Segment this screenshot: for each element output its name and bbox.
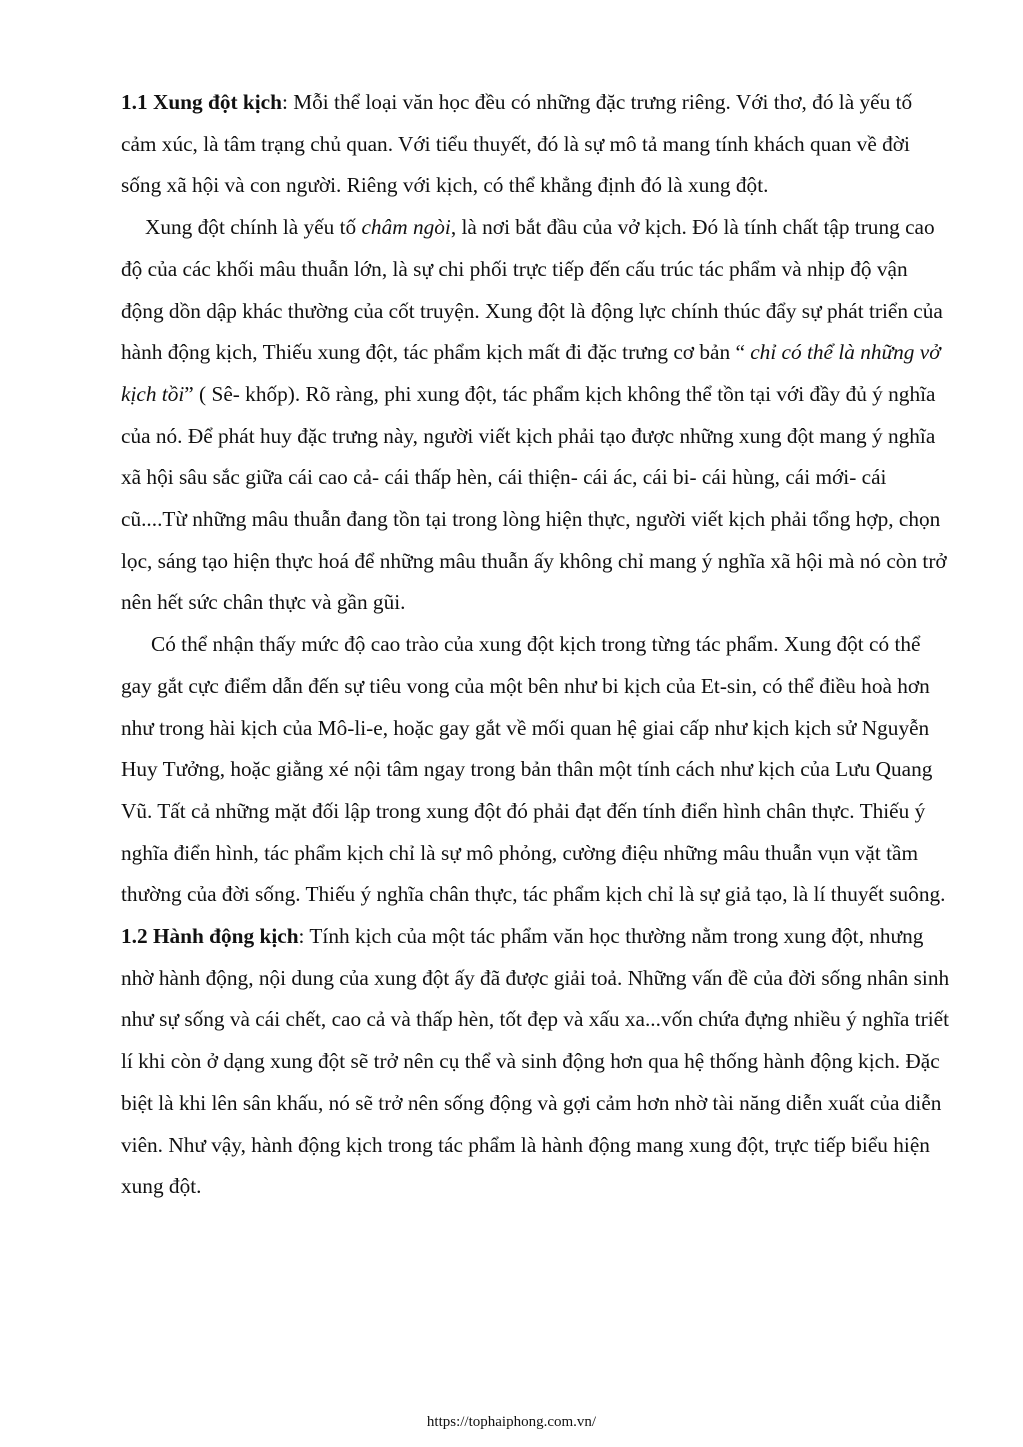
- section-1-paragraph-3: Có thể nhận thấy mức độ cao trào của xung đột kịch trong từng tác phẩm. Xung đột có thể gay gắt cực điểm dẫn đến sự tiêu vong của một bên như bi kịch của Et-sin, có thể điều hoà hơn như trong hài kịch của Mô-li-e, hoặc gay gắt về mối quan hệ giai cấp như kịch kịch sử Nguyễn Huy Tưởng, hoặc giằng xé nội tâm ngay trong bản thân một tính cách như kịch của Lưu Quang Vũ. Tất cả những mặt đối lập trong xung đột đó phải đạt đến tính điển hình chân thực. Thiếu ý nghĩa điển hình, tác phẩm kịch chỉ là sự mô phỏng, cường điệu những mâu thuẫn vụn vặt tầm thường của đời sống. Thiếu ý nghĩa chân thực, tác phẩm kịch chỉ là sự giả tạo, là lí thuyết suông.: [121, 632, 946, 907]
- paragraph-2-emphasis: châm ngòi: [361, 215, 451, 240]
- paragraph-2-quote: chỉ có thể là những vở kịch tồi: [121, 340, 941, 406]
- section-2-intro-text: : Tính kịch của một tác phẩm văn học thường nằm trong xung đột, nhưng nhờ hành động, nội dung của xung đột ấy đã được giải toả. Những vấn đề của đời sống nhân sinh như sự sống và cái chết, cao cả và thấp hèn, tốt đẹp và xấu xa...vốn chứa đựng nhiều ý nghĩa triết lí khi còn ở dạng xung đột sẽ trở nên cụ thể và sinh động hơn qua hệ thống hành động kịch. Đặc biệt là khi lên sân khấu, nó sẽ trở nên sống động và gợi cảm hơn nhờ tài năng diễn xuất của diễn viên. Như vậy, hành động kịch trong tác phẩm là hành động mang xung đột, trực tiếp biểu hiện xung đột.: [121, 924, 950, 1199]
- section-1-paragraph-1: [121, 82, 951, 207]
- section-1-intro-text: : Mỗi thể loại văn học đều có những đặc trưng riêng. Với thơ, đó là yếu tố cảm xúc, là tâm trạng chủ quan. Với tiểu thuyết, đó là sự mô tả mang tính khách quan về đời sống xã hội và con người. Riêng với kịch, có thể khẳng định đó là xung đột.: [121, 90, 913, 198]
- paragraph-2-text-b: , là nơi bắt đầu của vở kịch. Đó là tính chất tập trung cao độ của các khối mâu thuẫn lớn, là sự chi phối trực tiếp đến cấu trúc tác phẩm và nhịp độ vận động dồn dập khác thường của cốt truyện. Xung đột là động lực chính thúc đẩy sự phát triển của hành động kịch, Thiếu xung đột, tác phẩm kịch mất đi đặc trưng cơ bản “: [121, 215, 943, 365]
- section-2-heading: 1.2 Hành động kịch: [121, 924, 299, 949]
- section-2-paragraph-1: [121, 916, 951, 1208]
- paragraph-2-text-a: Xung đột chính là yếu tố: [145, 215, 362, 240]
- document-body: [121, 82, 951, 1208]
- section-1-paragraph-2: [121, 207, 951, 624]
- section-1-heading: 1.1 Xung đột kịch: [121, 90, 282, 114]
- footer-url[interactable]: https://tophaiphong.com.vn/: [426, 1414, 597, 1430]
- paragraph-2-text-c: ” ( Sê- khốp). Rõ ràng, phi xung đột, tác phẩm kịch không thể tồn tại với đầy đủ ý nghĩa của nó. Để phát huy đặc trưng này, người viết kịch phải tạo được những xung đột mang ý nghĩa xã hội sâu sắc giữa cái cao cả- cái thấp hèn, cái thiện- cái ác, cái bi- cái hùng, cái mới- cái cũ....Từ những mâu thuẫn đang tồn tại trong lòng hiện thực, người viết kịch phải tổng hợp, chọn lọc, sáng tạo hiện thực hoá để những mâu thuẫn ấy không chỉ mang ý nghĩa xã hội mà nó còn trở nên hết sức chân thực và gần gũi.: [121, 381, 947, 615]
